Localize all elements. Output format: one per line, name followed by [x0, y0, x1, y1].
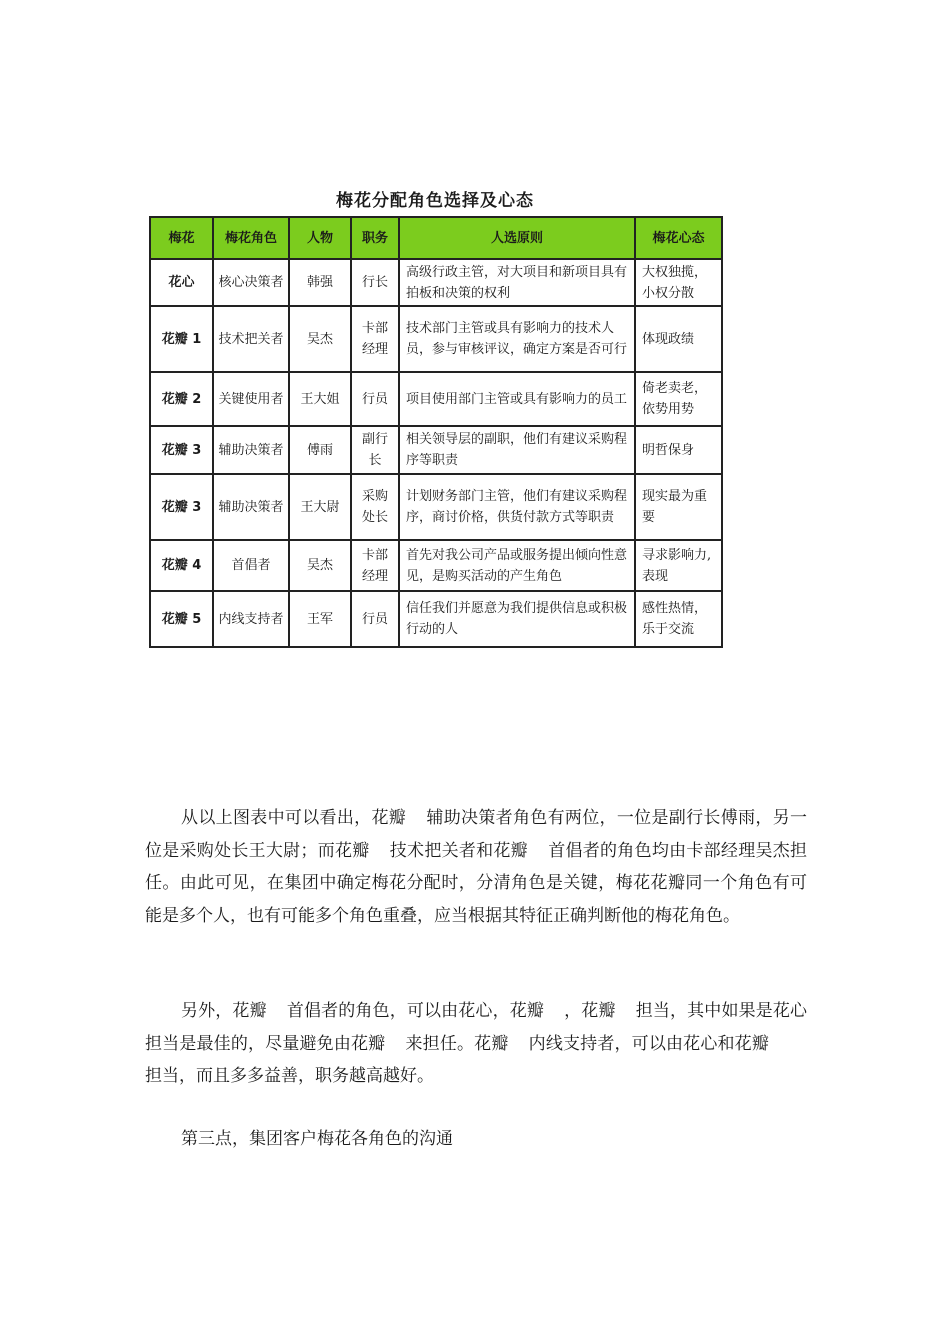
table-cell: 首先对我公司产品或服务提出倾向性意见，是购买活动的产生角色	[399, 540, 635, 591]
section-heading: 第三点，集团客户梅花各角色的沟通	[181, 1129, 453, 1149]
text-segment: 来担任。花瓣	[405, 1033, 509, 1054]
table-cell: 核心决策者	[213, 259, 289, 306]
table-cell: 韩强	[289, 259, 351, 306]
text-segment: 首倡者的角色均由卡部经理吴杰担任。由此可见，在集团中确定梅花分配时，分清角色是关键，梅花花瓣同一个角色有可能是多个人，也有可能多个角色重叠，应当根据其特征正确判断他的梅花角色。	[145, 840, 808, 926]
table-cell: 高级行政主管，对大项目和新项目具有拍板和决策的权利	[399, 259, 635, 306]
table-cell: 技术把关者	[213, 306, 289, 372]
body-paragraph	[145, 802, 807, 932]
table-cell: 副行长	[351, 426, 399, 474]
table-cell: 相关领导层的副职，他们有建议采购程序等职责	[399, 426, 635, 474]
table-cell: 感性热情，乐于交流	[635, 591, 722, 647]
table-header-row	[150, 217, 722, 259]
table-cell: 行员	[351, 591, 399, 647]
table-cell: 傅雨	[289, 426, 351, 474]
table-cell: 技术部门主管或具有影响力的技术人员，参与审核评议，确定方案是否可行	[399, 306, 635, 372]
table-cell: 首倡者	[213, 540, 289, 591]
table-cell: 体现政绩	[635, 306, 722, 372]
text-segment: 另外，花瓣	[181, 1001, 267, 1021]
header-cell: 梅花	[150, 217, 213, 259]
header-cell: 梅花角色	[213, 217, 289, 259]
text-segment: 辅助决策者角色有两位，一位是副行长傅雨，另一位是采购处长王大尉；而花瓣	[145, 808, 808, 861]
text-segment: 技术把关者和花瓣	[389, 840, 528, 861]
table-cell: 行员	[351, 372, 399, 426]
table-cell: 花瓣 3	[150, 474, 213, 540]
table-row	[150, 372, 722, 426]
table-cell: 现实最为重要	[635, 474, 722, 540]
text-segment: ，花瓣	[564, 1001, 616, 1021]
table-cell: 寻求影响力,表现	[635, 540, 722, 591]
table-cell: 花瓣 2	[150, 372, 213, 426]
table-row	[150, 474, 722, 540]
header-cell: 人选原则	[399, 217, 635, 259]
table-cell: 花心	[150, 259, 213, 306]
table-cell: 王军	[289, 591, 351, 647]
table-cell: 内线支持者	[213, 591, 289, 647]
table-cell: 辅助决策者	[213, 426, 289, 474]
table-cell: 花瓣 4	[150, 540, 213, 591]
table-cell: 吴杰	[289, 540, 351, 591]
table-row	[150, 306, 722, 372]
table-cell: 花瓣 3	[150, 426, 213, 474]
plum-roles-table	[149, 216, 723, 648]
text-segment: 担当，其中如果是花心担当是最佳的，尽量避免由花瓣	[145, 1001, 808, 1054]
table-cell: 花瓣 1	[150, 306, 213, 372]
text-segment: 从以上图表中可以看出，花瓣	[181, 808, 407, 828]
text-segment: 首倡者的角色，可以由花心，花瓣	[286, 1001, 545, 1021]
table-cell: 项目使用部门主管或具有影响力的员工	[399, 372, 635, 426]
table-cell: 倚老卖老，依势用势	[635, 372, 722, 426]
table-row	[150, 540, 722, 591]
table-row	[150, 426, 722, 474]
table-cell: 大权独揽，小权分散	[635, 259, 722, 306]
table-row	[150, 591, 722, 647]
table-cell: 辅助决策者	[213, 474, 289, 540]
header-cell: 梅花心态	[635, 217, 722, 259]
table-cell: 采购处长	[351, 474, 399, 540]
table-row	[150, 259, 722, 306]
table-cell: 信任我们并愿意为我们提供信息或积极行动的人	[399, 591, 635, 647]
table-cell: 计划财务部门主管，他们有建议采购程序，商讨价格，供货付款方式等职责	[399, 474, 635, 540]
table-cell: 吴杰	[289, 306, 351, 372]
header-cell: 职务	[351, 217, 399, 259]
table-cell: 花瓣 5	[150, 591, 213, 647]
text-segment: 内线支持者，可以由花心和花瓣	[528, 1033, 770, 1054]
table-cell: 王大姐	[289, 372, 351, 426]
header-cell: 人物	[289, 217, 351, 259]
table-cell: 王大尉	[289, 474, 351, 540]
table-title: 梅花分配角色选择及心态	[336, 191, 534, 211]
table-cell: 卡部经理	[351, 540, 399, 591]
table-cell: 明哲保身	[635, 426, 722, 474]
body-paragraph	[145, 995, 807, 1093]
text-segment: 担当，而且多多益善，职务越高越好。	[145, 1066, 434, 1086]
table-cell: 卡部经理	[351, 306, 399, 372]
table-cell: 关键使用者	[213, 372, 289, 426]
table-cell: 行长	[351, 259, 399, 306]
